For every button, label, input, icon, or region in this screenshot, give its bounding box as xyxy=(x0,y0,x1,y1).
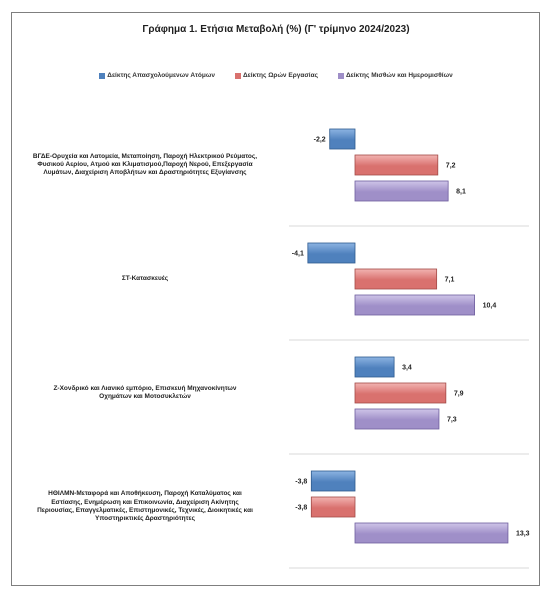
chart-title: Γράφημα 1. Ετήσια Μεταβολή (%) (Γ' τρίμηνο 2024/2023) xyxy=(142,24,410,35)
value-label: 7,1 xyxy=(444,276,455,284)
value-label: -3,8 xyxy=(295,504,308,512)
category-label-line: Ζ-Χονδρικό και Λιανικό εμπόριο, Επισκευή Μηχανοκίνητων xyxy=(53,384,237,392)
category-label-line: ΣΤ-Κατασκευές xyxy=(121,274,169,282)
category-label-line: ΒΓΔΕ-Ορυχεία και Λατομεία, Μεταποίηση, Παροχή Ηλεκτρικού Ρεύματος, xyxy=(32,152,258,160)
value-label: 3,4 xyxy=(402,364,412,372)
bar xyxy=(355,383,446,403)
legend-label-employment: Δείκτης Απασχολούμενων Ατόμων xyxy=(107,72,215,79)
legend-label-hours: Δείκτης Ωρών Εργασίας xyxy=(242,72,318,79)
legend-label-wages: Δείκτης Μισθών και Ημερομισθίων xyxy=(345,72,453,79)
category-label-line: Υποστηρικτικές Δραστηριότητες xyxy=(95,515,195,523)
bar xyxy=(355,155,438,175)
bar xyxy=(311,471,355,491)
value-label: 7,9 xyxy=(453,390,464,398)
category-label-line: ΗΘΙΛΜΝ-Μεταφορά και Αποθήκευση, Παροχή Καταλύματος και xyxy=(48,490,242,498)
category-label-line: Περιουσίας, Επαγγελματικές, Επιστημονικές, Τεχνικές, Διοικητικές και xyxy=(37,507,253,515)
bar xyxy=(330,129,355,149)
value-label: 7,3 xyxy=(446,416,457,424)
bar xyxy=(355,357,394,377)
bar xyxy=(355,181,448,201)
bar xyxy=(355,409,439,429)
value-label: -4,1 xyxy=(291,250,304,258)
chart-bars xyxy=(308,129,508,543)
bar xyxy=(355,295,475,315)
value-label: -3,8 xyxy=(295,478,308,486)
bar xyxy=(308,243,355,263)
bar xyxy=(311,497,355,517)
value-label: 7,2 xyxy=(445,162,456,170)
bar xyxy=(355,269,437,289)
value-label: 10,4 xyxy=(482,302,497,310)
category-label-line: Οχημάτων και Μοτοσυκλετών xyxy=(99,393,191,400)
value-label: -2,2 xyxy=(313,136,326,144)
category-label-line: Λυμάτων, Διαχείριση Αποβλήτων και Δραστηριότητες Εξυγίανσης xyxy=(43,169,247,177)
value-label: 8,1 xyxy=(456,188,466,196)
category-label-line: Εστίασης, Ενημέρωση και Επικοινωνία, Διαχείριση Ακίνητης xyxy=(51,498,239,506)
bar xyxy=(355,523,508,543)
value-label: 13,3 xyxy=(515,530,530,538)
category-label-line: Φυσικού Αερίου, Ατμού και Κλιματισμού,Παροχή Νερού, Επεξεργασία xyxy=(37,160,253,168)
